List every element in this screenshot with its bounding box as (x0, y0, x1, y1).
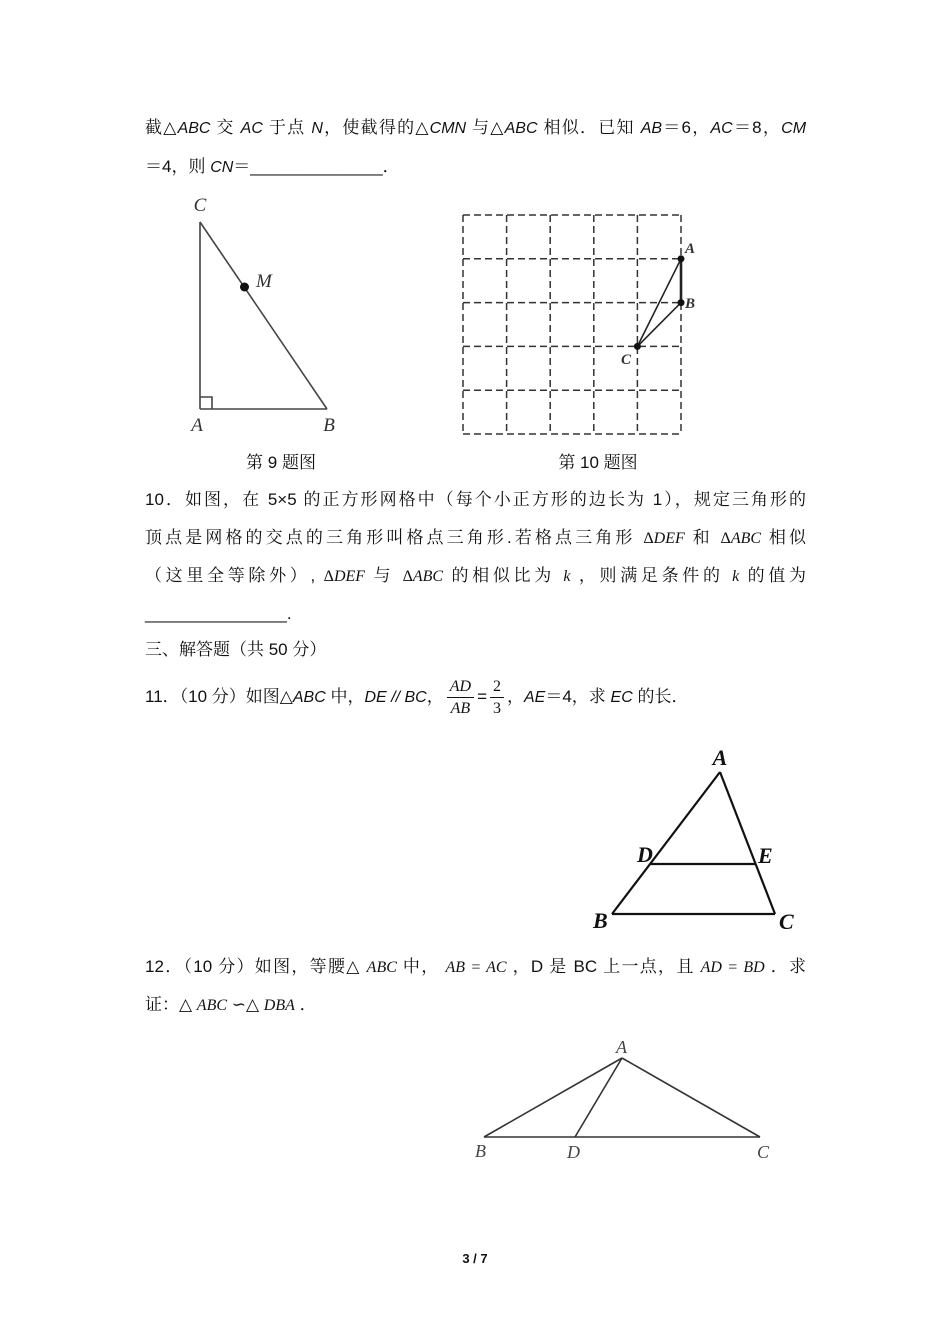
math-segment: ABC (366, 959, 397, 976)
fig12-side-ac (622, 1058, 760, 1137)
fig12-side-ab (484, 1058, 622, 1137)
fig9-point-m (240, 283, 249, 292)
math-segment: AC (240, 120, 263, 137)
math-segment: DE // BC (364, 689, 427, 706)
text-segment: 中， (325, 687, 365, 706)
fig10-label-c: C (621, 352, 632, 368)
math-segment: ABC (730, 530, 762, 547)
text-segment: 11．（10 分）如图△ (145, 687, 293, 706)
fraction-numerator: AD (447, 676, 474, 698)
text-segment: 中， (396, 957, 446, 976)
fig12-label-c: C (757, 1142, 770, 1162)
q12-text-line-1 (145, 952, 806, 982)
fig9-label-m: M (256, 271, 272, 292)
fig12-segment-ad (575, 1058, 622, 1137)
fig12-label-a: A (616, 1037, 627, 1057)
section-heading: 三、解答题（共 50 分） (145, 640, 327, 659)
math-segment: CN (210, 159, 234, 176)
figure-10-caption: 第 10 题图 (558, 453, 638, 472)
text-segment: ． (382, 157, 400, 176)
fig11-label-d: D (637, 842, 653, 867)
fig11-label-c: C (779, 909, 794, 934)
q10-text-line-2 (145, 523, 806, 553)
math-segment: DEF (333, 568, 366, 585)
figure-9-caption: 第 9 题图 (246, 453, 316, 472)
math-segment: ABC (177, 120, 211, 137)
text-segment: ，则满足条件的 (570, 566, 733, 585)
text-segment: 交 (210, 118, 241, 137)
text-segment: ． (294, 995, 317, 1014)
fig9-right-angle-mark (200, 397, 212, 409)
text-segment: 顶点是网格的交点的三角形叫格点三角形.若格点三角形 (145, 528, 644, 547)
math-segment: k (732, 568, 740, 585)
math-segment: AD = BD (700, 959, 765, 976)
fig11-label-b: B (593, 908, 608, 933)
q10-text-line-1: 10．如图，在 5×5 的正方形网格中（每个小正方形的边长为 1），规定三角形的 (145, 490, 806, 509)
text-segment: ＝6， (662, 118, 711, 137)
text-segment: 的长． (632, 687, 689, 706)
math-segment: CM (781, 120, 807, 137)
text-segment: ＝8， (732, 118, 782, 137)
text-segment: ， (426, 687, 444, 706)
text-segment: . (286, 604, 292, 623)
q9-text-line-1 (145, 113, 806, 143)
fig11-label-e: E (758, 843, 773, 868)
text-segment: 的相似比为 (443, 566, 564, 585)
text-segment: 与△ (466, 118, 505, 137)
fraction-numerator: 2 (490, 676, 504, 698)
text-segment: 12．（10 分）如图，等腰△ (145, 957, 367, 976)
math-segment: ABC (292, 689, 326, 706)
math-segment: EC (610, 689, 633, 706)
math-segment: DEF (653, 530, 685, 547)
text-segment: ，D 是 BC 上一点，且 (506, 957, 701, 976)
q10-text-line-4 (145, 599, 806, 629)
answer-blank: _______________ (145, 604, 287, 623)
text-segment: 与 (365, 566, 403, 585)
math-segment: k (563, 568, 571, 585)
math-segment: ABC (412, 568, 444, 585)
fig11-label-a: A (712, 745, 728, 770)
fig12-label-b: B (475, 1141, 486, 1161)
fig9-side-cb (200, 222, 327, 409)
figure-10-grid (463, 215, 681, 434)
fig9-label-a: A (191, 415, 203, 436)
fraction-denominator: 3 (493, 700, 501, 718)
text-segment: ， (507, 687, 524, 706)
text-segment: 和 (684, 528, 721, 547)
math-segment: AB (640, 120, 663, 137)
delta-symbol: Δ (323, 568, 334, 585)
fig10-point-b (678, 299, 685, 306)
page-number: 3 / 7 (462, 1251, 488, 1266)
fig11-side-ac (720, 772, 775, 914)
text-segment: ＝ (233, 157, 251, 176)
fraction-denominator: AB (450, 700, 471, 718)
text-segment: ∽△ (227, 995, 264, 1014)
text-segment: ，使截得的△ (322, 118, 430, 137)
answer-blank: ______________ (250, 157, 383, 176)
math-segment: CMN (429, 120, 467, 137)
math-segment: DBA (263, 997, 295, 1014)
text-segment: 于点 (262, 118, 312, 137)
figure-11 (612, 772, 775, 914)
fig10-label-a: A (685, 241, 696, 257)
fig9-label-c: C (193, 195, 207, 216)
fig10-label-b: B (685, 296, 696, 312)
text-segment: ＝4，求 (545, 687, 611, 706)
figure-12 (484, 1058, 760, 1137)
fig12-label-d: D (567, 1142, 580, 1162)
delta-symbol: Δ (402, 568, 413, 585)
math-segment: N (311, 120, 323, 137)
text-segment: （这里全等除外）, (145, 566, 324, 585)
text-segment: 相似 (761, 528, 806, 547)
q9-text-line-2 (145, 152, 806, 182)
figure-9 (200, 222, 327, 409)
fraction-ad-over-ab (447, 676, 474, 719)
fraction-two-thirds (490, 676, 504, 719)
fig9-label-b: B (323, 415, 335, 436)
equals-sign: = (477, 687, 487, 706)
fig10-side-ca (637, 259, 681, 347)
math-segment: ABC (196, 997, 228, 1014)
text-segment: 的值为 (739, 566, 806, 585)
delta-symbol: Δ (720, 530, 731, 547)
delta-symbol: Δ (643, 530, 654, 547)
math-segment: ABC (504, 120, 538, 137)
text-segment: 证：△ (145, 995, 197, 1014)
fig10-point-a (678, 255, 685, 262)
fig10-side-bc (637, 303, 681, 347)
text-segment: ＝4，则 (145, 157, 211, 176)
q10-text-line-3 (145, 561, 806, 591)
fig11-side-ab (612, 772, 720, 914)
fig10-point-c (634, 343, 641, 350)
q12-text-line-2 (145, 990, 806, 1020)
q11-text-line (145, 675, 806, 719)
figure-10-triangle (634, 255, 685, 350)
math-segment: AC (710, 120, 733, 137)
text-segment: ．求 (764, 957, 807, 976)
math-segment: AE (524, 689, 546, 706)
text-segment: 截△ (145, 118, 178, 137)
math-segment: AB = AC (445, 959, 507, 976)
text-segment: 相似．已知 (537, 118, 641, 137)
